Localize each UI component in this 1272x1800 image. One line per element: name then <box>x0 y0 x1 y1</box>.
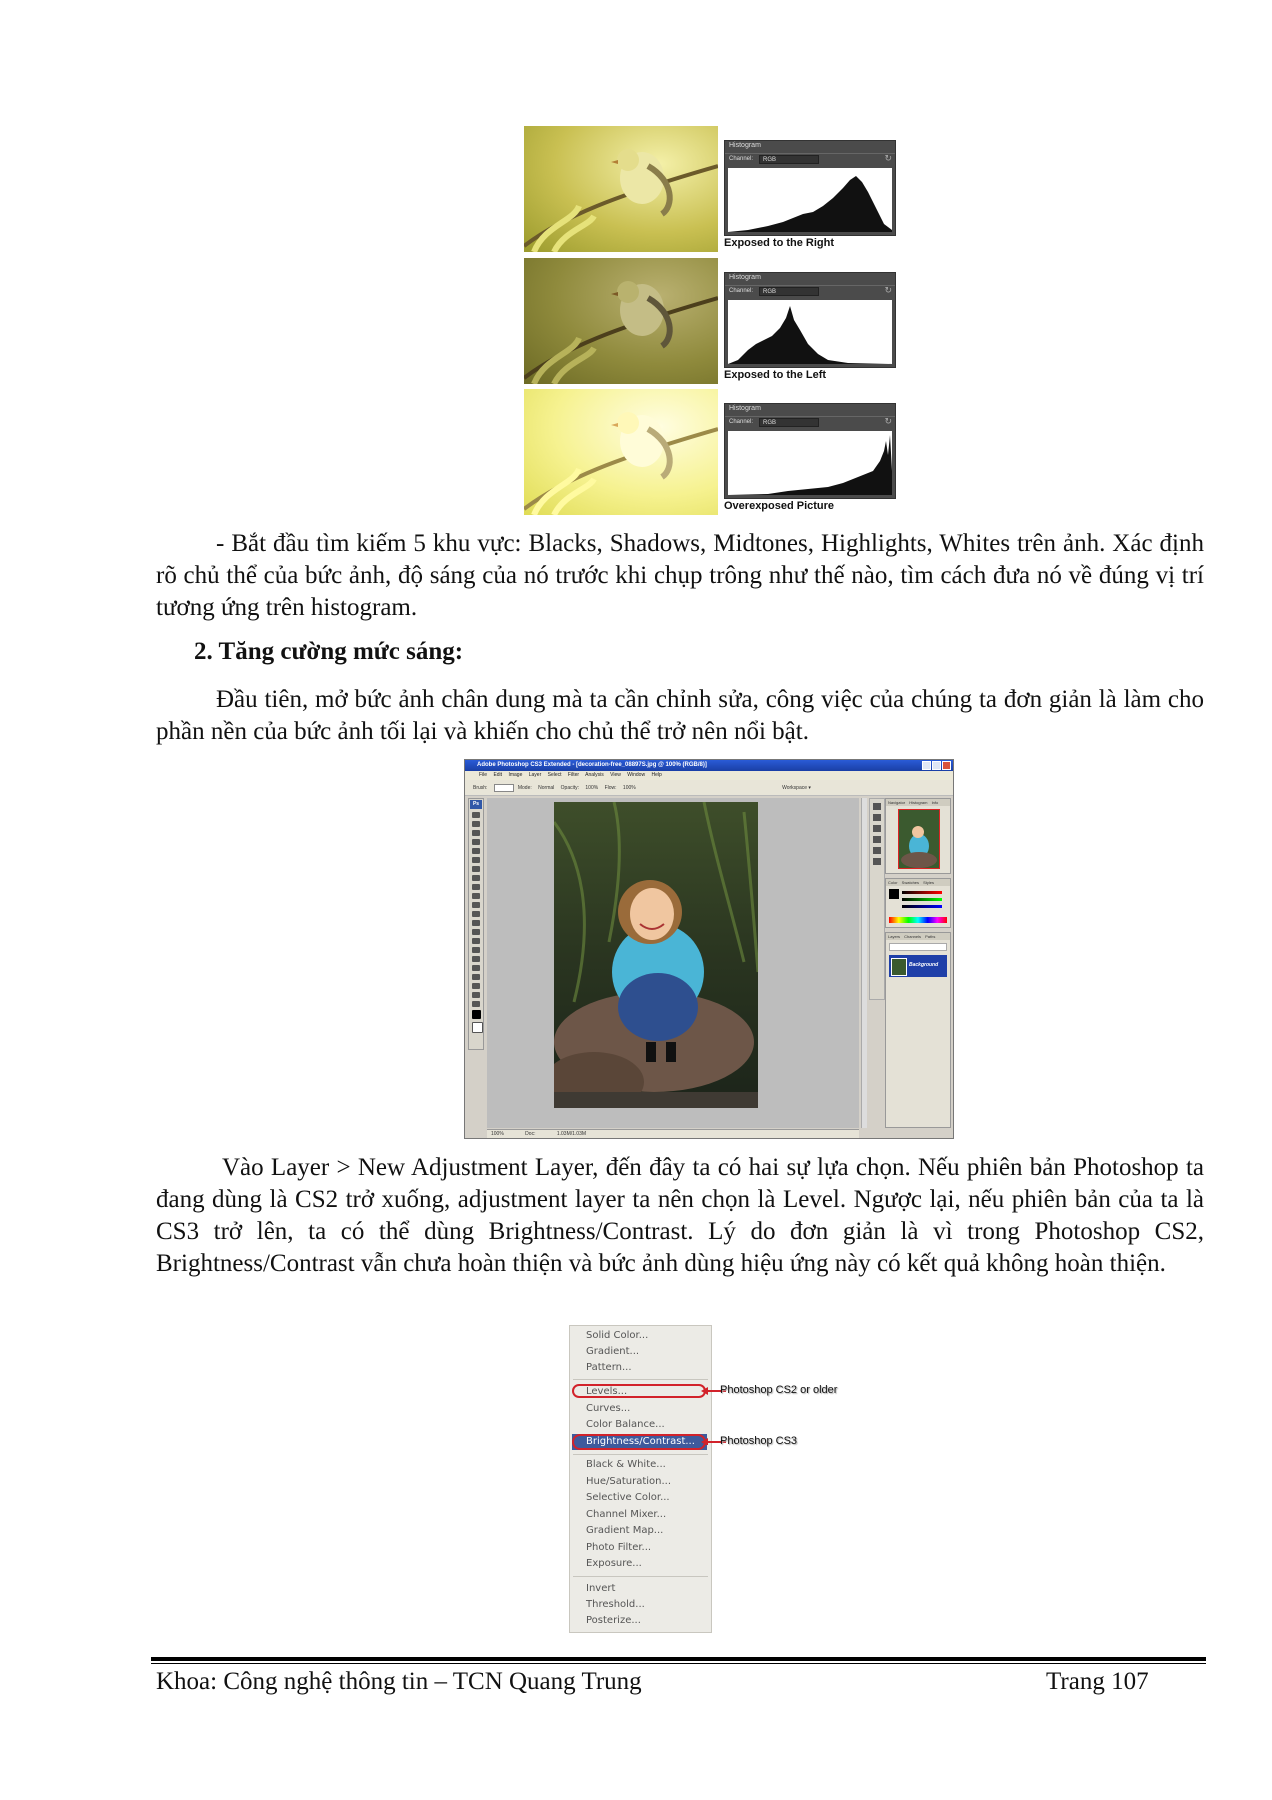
tool-presets-icon[interactable] <box>873 836 881 843</box>
stamp-tool-icon[interactable] <box>472 884 480 890</box>
menu-item-exposure[interactable]: Exposure... <box>586 1558 642 1569</box>
eraser-tool-icon[interactable] <box>472 902 480 908</box>
paragraph-open-portrait: Đầu tiên, mở bức ảnh chân dung mà ta cần chỉnh sửa, công việc của chúng ta đơn giản là làm cho phần nền của bức ảnh tối lại và khiến cho chủ thể trở nên nổi bật. <box>156 686 1204 745</box>
photoshop-screenshot <box>464 759 954 1139</box>
pen-tool-icon[interactable] <box>472 938 480 944</box>
color-swatch-fg[interactable] <box>889 889 899 899</box>
menu-item-threshold[interactable]: Threshold... <box>586 1599 645 1610</box>
menu-item-hue-saturation[interactable]: Hue/Saturation... <box>586 1476 672 1487</box>
refresh-icon[interactable]: ↻ <box>884 286 892 296</box>
histogram-graph <box>728 168 892 232</box>
histogram-graph <box>728 431 892 495</box>
vertical-scrollbar[interactable] <box>861 798 867 1128</box>
menu-item-selective-color[interactable]: Selective Color... <box>586 1492 670 1503</box>
channel-select[interactable]: RGB <box>759 287 819 296</box>
gradient-tool-icon[interactable] <box>472 911 480 917</box>
histogram-caption: Exposed to the Right <box>724 237 834 249</box>
wand-tool-icon[interactable] <box>472 839 480 845</box>
refresh-icon[interactable]: ↻ <box>884 417 892 427</box>
shape-tool-icon[interactable] <box>472 965 480 971</box>
bird-photo-overexposed <box>524 389 718 515</box>
menu-item-posterize[interactable]: Posterize... <box>586 1615 641 1626</box>
bird-photo-dark <box>524 258 718 384</box>
background-color-swatch[interactable] <box>472 1022 483 1033</box>
portrait-photo <box>554 802 758 1108</box>
levels-highlight-ring <box>572 1384 706 1398</box>
character-icon[interactable] <box>873 858 881 865</box>
maximize-icon[interactable] <box>932 761 941 770</box>
crop-tool-icon[interactable] <box>472 848 480 854</box>
brush-tool-icon[interactable] <box>472 875 480 881</box>
bird-illustration <box>524 389 718 515</box>
layer-name: Background <box>909 962 939 968</box>
bird-illustration <box>524 258 718 384</box>
section-heading: 2. Tăng cường mức sáng: <box>194 638 464 665</box>
histogram-title: Histogram <box>729 405 761 412</box>
histogram-caption: Exposed to the Left <box>724 369 827 381</box>
menu-item-levels[interactable]: Levels... <box>586 1386 628 1397</box>
move-tool-icon[interactable] <box>472 812 480 818</box>
paragraph-histogram-zones: - Bắt đầu tìm kiếm 5 khu vực: Blacks, Shadows, Midtones, Highlights, Whites trên ảnh. Xác định rõ chủ thể của bức ảnh, độ sáng của nó trước khi chụp trông như thế nào, tìm cách đưa nó về đúng vị trí tương ứng trên histogram. <box>156 530 1204 621</box>
panel-dock <box>869 798 885 1000</box>
menu-item-color-balance[interactable]: Color Balance... <box>586 1419 665 1430</box>
slice-tool-icon[interactable] <box>472 857 480 863</box>
blur-tool-icon[interactable] <box>472 920 480 926</box>
brush-label: Brush: <box>473 785 488 791</box>
history-brush-icon[interactable] <box>472 893 480 899</box>
window-title: Adobe Photoshop CS3 Extended - [decoration-free_08897S.jpg @ 100% (RGB/8)] <box>465 760 953 771</box>
footer-rule-thick <box>151 1657 1206 1661</box>
menu-item-solid-color[interactable]: Solid Color... <box>586 1330 649 1341</box>
document-canvas[interactable] <box>487 798 859 1128</box>
close-icon[interactable] <box>942 761 951 770</box>
minimize-icon[interactable] <box>922 761 931 770</box>
ps-logo: Ps <box>470 800 482 809</box>
flow-value[interactable]: 100% <box>622 785 636 791</box>
bird-illustration <box>524 126 718 252</box>
actions-icon[interactable] <box>873 814 881 821</box>
green-slider[interactable] <box>902 898 942 901</box>
refresh-icon[interactable]: ↻ <box>884 154 892 164</box>
layer-thumbnail <box>891 958 907 976</box>
bird-photo-bright <box>524 126 718 252</box>
menu-bar[interactable]: File Edit Image Layer Select Filter Analysis View Window Help <box>465 771 953 780</box>
history-icon[interactable] <box>873 803 881 810</box>
histogram-panel <box>724 403 896 499</box>
adjustment-layer-menu <box>569 1325 712 1633</box>
paragraph-adjustment-layer: Vào Layer > New Adjustment Layer, đến đây ta có hai sự lựa chọn. Nếu phiên bản Photoshop ta đang dùng là CS2 trở xuống, adjustment layer ta nên chọn là Level. Ngược lại, nếu phiên bản của ta là CS3 trở lên, ta có thể dùng Brightness/Contrast. Lý do đơn giản là vì trong Photoshop CS2, Brightness/Contrast vẫn chưa hoàn thiện và bức ảnh dùng hiệu ứng này có kết quả không hoàn thiện. <box>156 1154 1204 1277</box>
menu-item-photo-filter[interactable]: Photo Filter... <box>586 1542 652 1553</box>
navigator-panel <box>885 798 951 874</box>
foreground-color-swatch[interactable] <box>472 1010 481 1019</box>
flow-label: Flow: <box>604 785 617 791</box>
path-select-icon[interactable] <box>472 956 480 962</box>
opacity-label: Opacity: <box>560 785 579 791</box>
navigator-thumbnail[interactable] <box>898 809 940 869</box>
options-bar <box>465 780 953 796</box>
layers-panel <box>885 932 951 1128</box>
brightness-highlight-ring <box>572 1434 706 1450</box>
footer-rule-thin <box>151 1663 1206 1664</box>
clone-source-icon[interactable] <box>873 847 881 854</box>
eyedropper-tool-icon[interactable] <box>472 983 480 989</box>
type-tool-icon[interactable] <box>472 947 480 953</box>
lasso-tool-icon[interactable] <box>472 830 480 836</box>
opacity-value[interactable]: 100% <box>585 785 599 791</box>
color-spectrum[interactable] <box>889 917 947 923</box>
menu-item-curves[interactable]: Curves... <box>586 1403 631 1414</box>
channel-select[interactable]: RGB <box>759 155 819 164</box>
navigator-tabs[interactable]: Navigator Histogram Info <box>886 799 950 806</box>
marquee-tool-icon[interactable] <box>472 821 480 827</box>
histogram-panel <box>724 140 896 236</box>
footer-department: Khoa: Công nghệ thông tin – TCN Quang Trung <box>156 1668 642 1695</box>
menu-item-channel-mixer[interactable]: Channel Mixer... <box>586 1509 667 1520</box>
workspace-button[interactable]: Workspace ▾ <box>782 785 811 791</box>
menu-item-invert[interactable]: Invert <box>586 1583 616 1594</box>
histogram-title: Histogram <box>729 274 761 281</box>
callout-cs2-label: Photoshop CS2 or older <box>720 1384 838 1396</box>
channel-label: Channel: <box>729 419 754 425</box>
brushes-icon[interactable] <box>873 825 881 832</box>
layers-tabs[interactable]: Layers Channels Paths <box>886 933 950 940</box>
hand-tool-icon[interactable] <box>472 992 480 998</box>
layer-row-background[interactable] <box>889 955 947 977</box>
color-tabs[interactable]: Color Swatches Styles <box>886 879 950 886</box>
channel-label: Channel: <box>729 288 754 294</box>
menu-item-gradient-map[interactable]: Gradient Map... <box>586 1525 664 1536</box>
histogram-title: Histogram <box>729 142 761 149</box>
menu-item-brightness-contrast[interactable]: Brightness/Contrast... <box>572 1434 707 1450</box>
blend-mode-select[interactable] <box>889 943 947 951</box>
notes-tool-icon[interactable] <box>472 974 480 980</box>
dodge-tool-icon[interactable] <box>472 929 480 935</box>
page-number: Trang 107 <box>1046 1668 1149 1695</box>
heal-tool-icon[interactable] <box>472 866 480 872</box>
girl-portrait-illustration <box>554 802 758 1108</box>
callout-cs3-label: Photoshop CS3 <box>720 1435 798 1447</box>
mode-label: Mode: <box>517 785 532 791</box>
channel-label: Channel: <box>729 156 754 162</box>
red-slider[interactable] <box>902 891 942 894</box>
menu-item-gradient[interactable]: Gradient... <box>586 1346 640 1357</box>
menu-item-black-white[interactable]: Black & White... <box>586 1459 666 1470</box>
channel-select[interactable]: RGB <box>759 418 819 427</box>
color-panel <box>885 878 951 928</box>
blue-slider[interactable] <box>902 905 942 908</box>
mode-value[interactable]: Normal <box>538 785 555 791</box>
status-bar: 100% Doc: 1.03M/1.03M <box>487 1129 859 1138</box>
histogram-graph <box>728 300 892 364</box>
histogram-panel <box>724 272 896 368</box>
zoom-tool-icon[interactable] <box>472 1001 480 1007</box>
window-controls <box>922 761 951 770</box>
menu-item-pattern[interactable]: Pattern... <box>586 1362 632 1373</box>
toolbox <box>468 798 484 1050</box>
histogram-caption: Overexposed Picture <box>724 500 835 512</box>
